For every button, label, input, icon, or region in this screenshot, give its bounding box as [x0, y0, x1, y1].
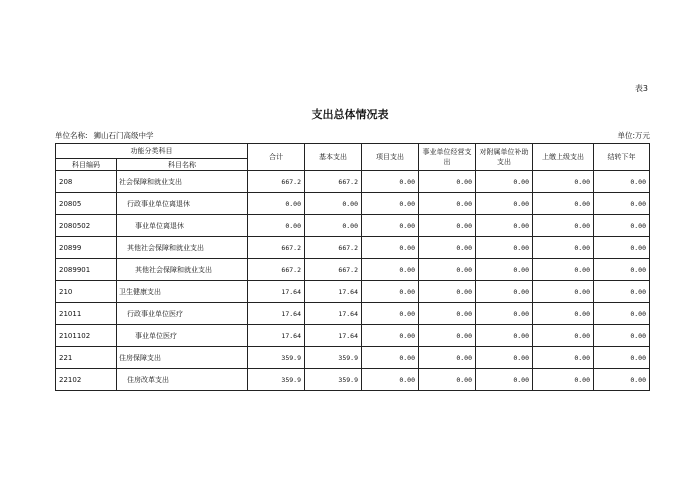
page-title: 支出总体情况表	[311, 108, 389, 121]
table-number: 表3	[634, 84, 648, 93]
cell-name: 行政事业单位离退休	[117, 193, 248, 215]
cell-total: 667.2	[248, 259, 305, 281]
cell-operation: 0.00	[419, 347, 476, 369]
cell-subsidy: 0.00	[476, 281, 533, 303]
cell-total: 17.64	[248, 281, 305, 303]
cell-superior: 0.00	[533, 369, 594, 391]
cell-basic: 359.9	[305, 369, 362, 391]
col-project-header: 项目支出	[362, 144, 419, 171]
cell-superior: 0.00	[533, 259, 594, 281]
col-operation-header: 事业单位经营支出	[419, 144, 476, 171]
cell-basic: 0.00	[305, 215, 362, 237]
cell-carryover: 0.00	[594, 171, 650, 193]
table-row	[56, 171, 650, 193]
cell-basic: 0.00	[305, 193, 362, 215]
cell-project: 0.00	[362, 215, 419, 237]
cell-carryover: 0.00	[594, 303, 650, 325]
col-basic-header: 基本支出	[305, 144, 362, 171]
table-body	[56, 171, 650, 391]
unit-info	[55, 130, 160, 141]
cell-carryover: 0.00	[594, 369, 650, 391]
cell-superior: 0.00	[533, 215, 594, 237]
cell-total: 0.00	[248, 215, 305, 237]
cell-name: 住房改革支出	[117, 369, 248, 391]
cell-carryover: 0.00	[594, 215, 650, 237]
cell-project: 0.00	[362, 369, 419, 391]
cell-basic: 667.2	[305, 259, 362, 281]
cell-carryover: 0.00	[594, 281, 650, 303]
cell-basic: 667.2	[305, 237, 362, 259]
cell-name: 行政事业单位医疗	[117, 303, 248, 325]
cell-superior: 0.00	[533, 347, 594, 369]
cell-carryover: 0.00	[594, 193, 650, 215]
col-carryover-header: 结转下年	[594, 144, 650, 171]
cell-superior: 0.00	[533, 281, 594, 303]
currency-unit: 单位:万元	[617, 131, 650, 140]
cell-project: 0.00	[362, 259, 419, 281]
cell-carryover: 0.00	[594, 325, 650, 347]
cell-subsidy: 0.00	[476, 369, 533, 391]
cell-superior: 0.00	[533, 171, 594, 193]
cell-code: 2089901	[56, 259, 117, 281]
unit-name: 狮山石门高级中学	[93, 131, 154, 140]
table-row	[56, 193, 650, 215]
cell-name: 其他社会保障和就业支出	[117, 237, 248, 259]
cell-code: 2080502	[56, 215, 117, 237]
cell-superior: 0.00	[533, 303, 594, 325]
cell-operation: 0.00	[419, 171, 476, 193]
col-subsidy-header: 对附属单位补助支出	[476, 144, 533, 171]
cell-code: 20805	[56, 193, 117, 215]
cell-operation: 0.00	[419, 303, 476, 325]
cell-code: 210	[56, 281, 117, 303]
table-row	[56, 281, 650, 303]
cell-subsidy: 0.00	[476, 347, 533, 369]
table-row	[56, 259, 650, 281]
cell-total: 667.2	[248, 171, 305, 193]
cell-code: 22102	[56, 369, 117, 391]
table-row	[56, 325, 650, 347]
col-group-header: 功能分类科目	[56, 144, 248, 159]
cell-operation: 0.00	[419, 325, 476, 347]
cell-subsidy: 0.00	[476, 303, 533, 325]
cell-name: 社会保障和就业支出	[117, 171, 248, 193]
table-row	[56, 347, 650, 369]
cell-operation: 0.00	[419, 215, 476, 237]
cell-carryover: 0.00	[594, 347, 650, 369]
cell-total: 17.64	[248, 325, 305, 347]
table-row	[56, 303, 650, 325]
cell-superior: 0.00	[533, 193, 594, 215]
cell-project: 0.00	[362, 193, 419, 215]
cell-project: 0.00	[362, 237, 419, 259]
cell-project: 0.00	[362, 281, 419, 303]
cell-name: 卫生健康支出	[117, 281, 248, 303]
cell-total: 359.9	[248, 369, 305, 391]
cell-project: 0.00	[362, 347, 419, 369]
cell-operation: 0.00	[419, 237, 476, 259]
col-name-header: 科目名称	[117, 159, 248, 171]
cell-operation: 0.00	[419, 281, 476, 303]
cell-subsidy: 0.00	[476, 215, 533, 237]
cell-total: 0.00	[248, 193, 305, 215]
unit-label: 单位名称:	[55, 131, 88, 140]
cell-subsidy: 0.00	[476, 237, 533, 259]
cell-basic: 17.64	[305, 281, 362, 303]
cell-operation: 0.00	[419, 369, 476, 391]
cell-basic: 17.64	[305, 303, 362, 325]
table-row	[56, 237, 650, 259]
cell-code: 208	[56, 171, 117, 193]
cell-name: 其他社会保障和就业支出	[117, 259, 248, 281]
cell-project: 0.00	[362, 171, 419, 193]
cell-subsidy: 0.00	[476, 193, 533, 215]
table-row	[56, 215, 650, 237]
cell-total: 359.9	[248, 347, 305, 369]
cell-code: 2101102	[56, 325, 117, 347]
cell-total: 667.2	[248, 237, 305, 259]
cell-total: 17.64	[248, 303, 305, 325]
cell-basic: 359.9	[305, 347, 362, 369]
header-row-1	[56, 144, 650, 159]
col-code-header: 科目编码	[56, 159, 117, 171]
cell-carryover: 0.00	[594, 259, 650, 281]
cell-operation: 0.00	[419, 193, 476, 215]
table-row	[56, 369, 650, 391]
cell-superior: 0.00	[533, 325, 594, 347]
cell-operation: 0.00	[419, 259, 476, 281]
expenditure-table	[55, 143, 650, 391]
cell-name: 住房保障支出	[117, 347, 248, 369]
col-total-header: 合计	[248, 144, 305, 171]
cell-subsidy: 0.00	[476, 259, 533, 281]
cell-project: 0.00	[362, 303, 419, 325]
cell-code: 221	[56, 347, 117, 369]
cell-name: 事业单位离退休	[117, 215, 248, 237]
cell-superior: 0.00	[533, 237, 594, 259]
cell-code: 20899	[56, 237, 117, 259]
col-superior-header: 上缴上级支出	[533, 144, 594, 171]
cell-name: 事业单位医疗	[117, 325, 248, 347]
cell-code: 21011	[56, 303, 117, 325]
cell-carryover: 0.00	[594, 237, 650, 259]
cell-basic: 17.64	[305, 325, 362, 347]
cell-basic: 667.2	[305, 171, 362, 193]
cell-subsidy: 0.00	[476, 171, 533, 193]
cell-subsidy: 0.00	[476, 325, 533, 347]
cell-project: 0.00	[362, 325, 419, 347]
